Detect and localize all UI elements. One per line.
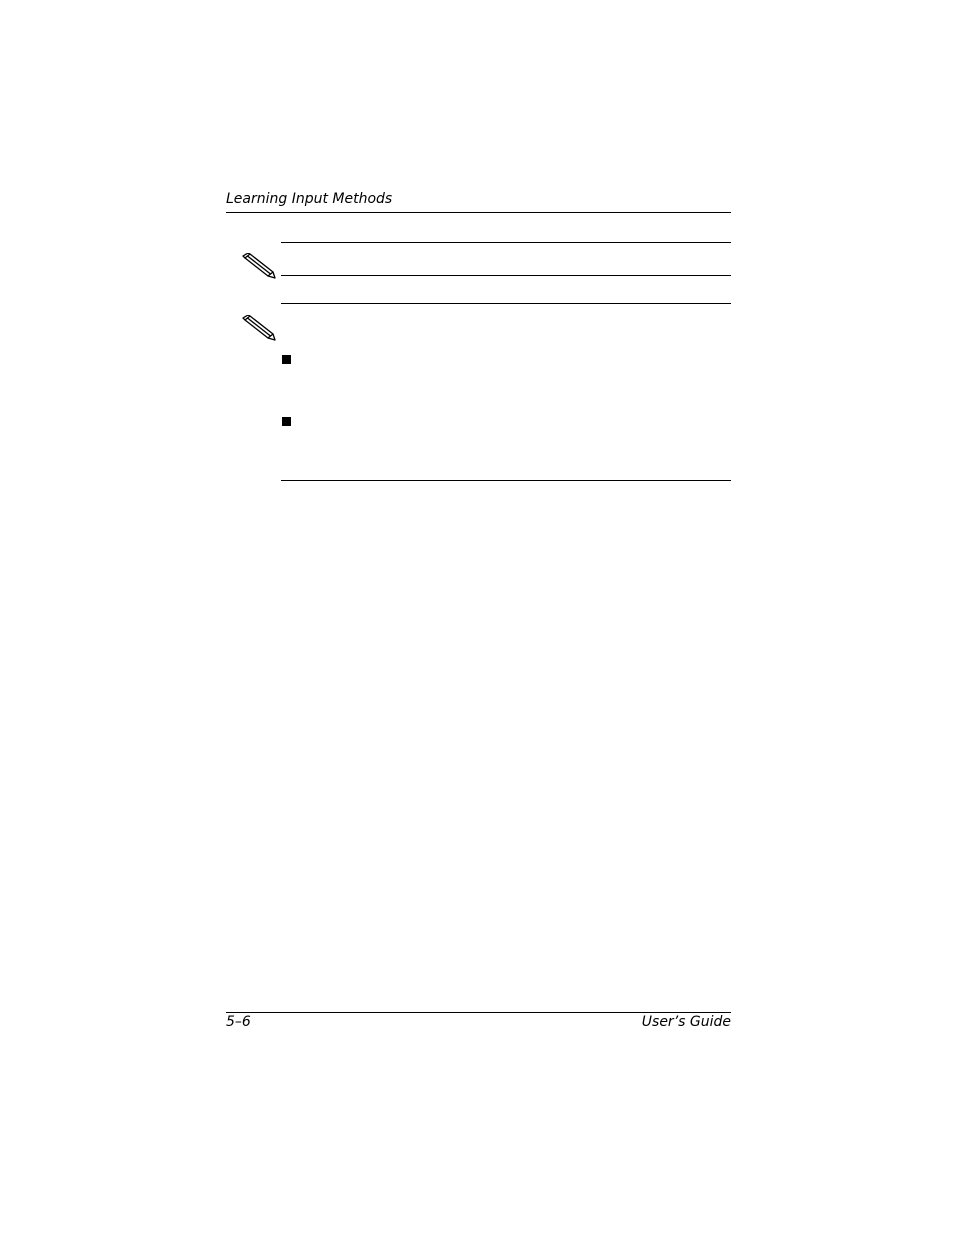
page-number: 5–6: [226, 1014, 251, 1030]
bullet-square: [282, 417, 291, 426]
note-1-top-rule: [281, 242, 731, 243]
footer-doc-title: User’s Guide: [641, 1014, 731, 1030]
footer-rule: [226, 1012, 731, 1013]
note-2-bottom-rule: [281, 480, 731, 481]
note-1-bottom-rule: [281, 275, 731, 276]
header-rule: [226, 212, 731, 213]
note-2-top-rule: [281, 303, 731, 304]
pencil-note-icon: [242, 253, 276, 279]
running-header: Learning Input Methods: [226, 191, 393, 207]
pencil-note-icon: [242, 315, 276, 341]
bullet-square: [282, 355, 291, 364]
